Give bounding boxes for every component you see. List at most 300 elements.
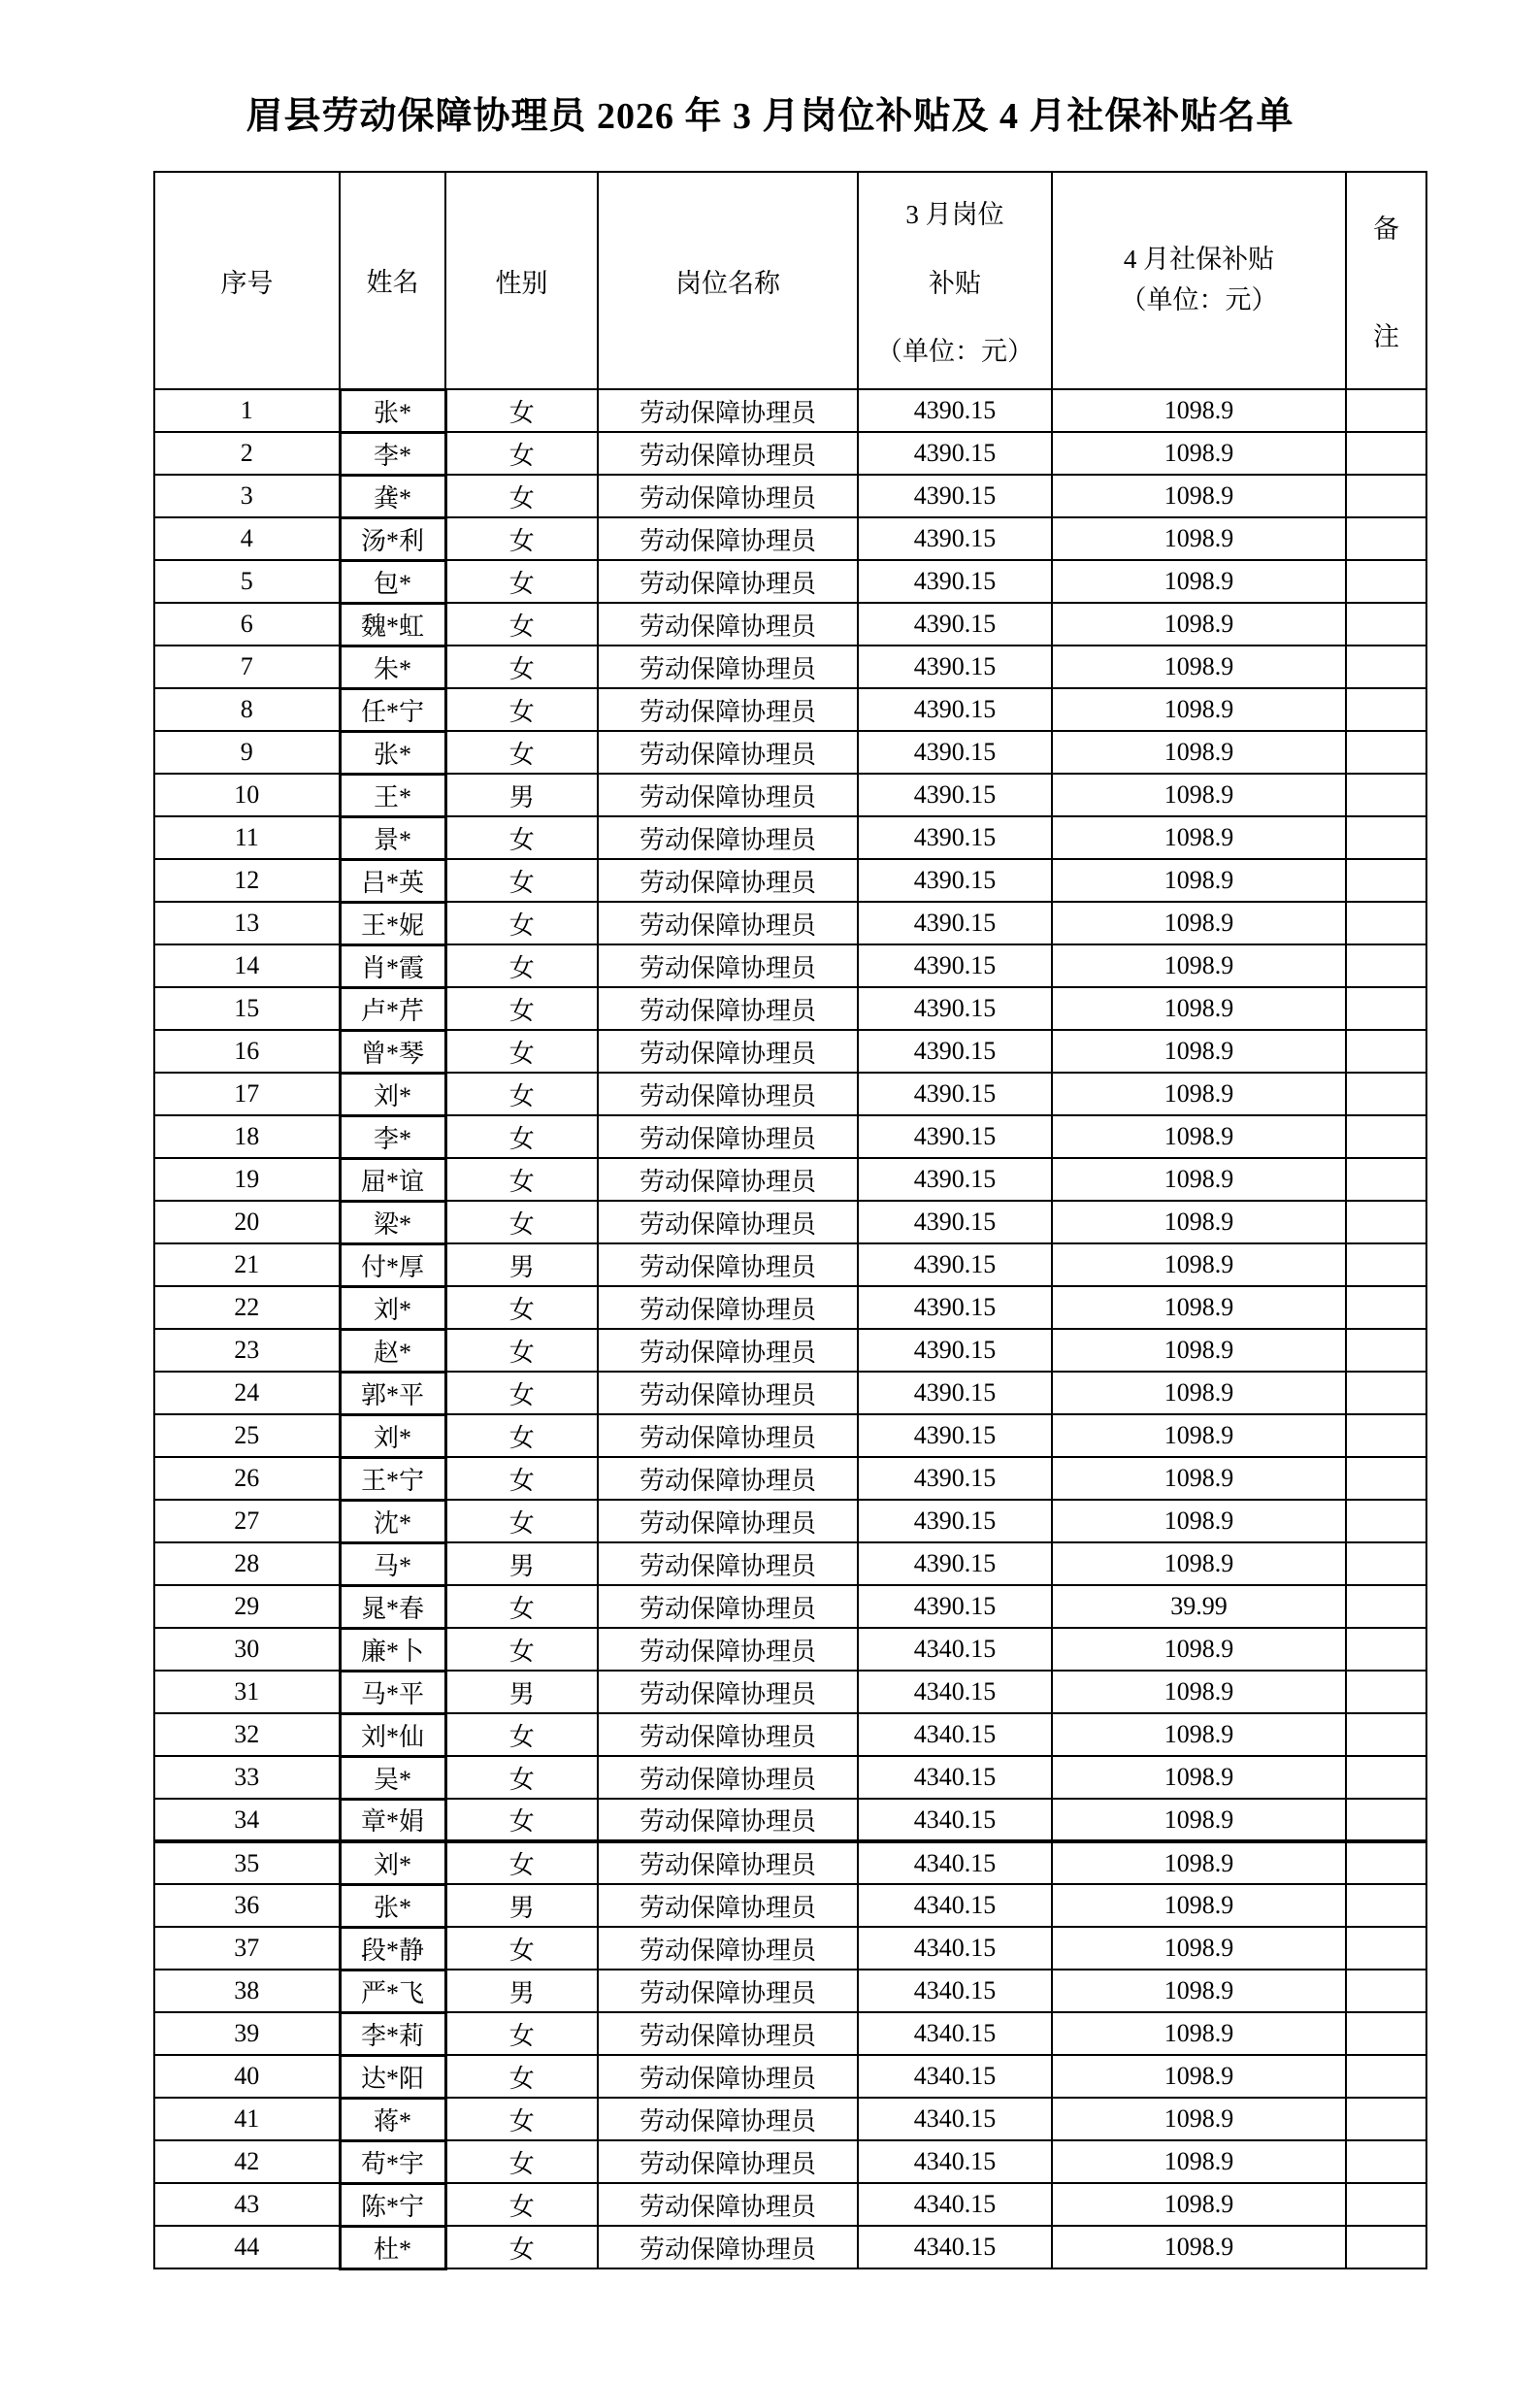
gender-cell: 女 [445, 2140, 598, 2183]
table-header [154, 172, 1426, 389]
row-index-cell: 27 [154, 1500, 340, 1542]
row-index-cell: 19 [154, 1158, 340, 1201]
name-cell: 龚* [340, 475, 445, 517]
table-row [154, 2226, 1426, 2268]
table-row [154, 2098, 1426, 2140]
gender-cell: 女 [445, 646, 598, 688]
gender-cell: 女 [445, 1457, 598, 1500]
gender-cell: 女 [445, 1500, 598, 1542]
row-index-cell: 26 [154, 1457, 340, 1500]
april-subsidy-cell: 1098.9 [1052, 1329, 1346, 1372]
gender-cell: 女 [445, 1628, 598, 1671]
name-cell: 马* [340, 1542, 445, 1585]
march-subsidy-cell: 4340.15 [858, 1713, 1052, 1756]
march-subsidy-cell: 4390.15 [858, 859, 1052, 902]
april-subsidy-cell: 1098.9 [1052, 1799, 1346, 1841]
name-cell: 吴* [340, 1756, 445, 1799]
gender-cell: 女 [445, 432, 598, 475]
gender-cell: 女 [445, 944, 598, 987]
row-index-cell: 1 [154, 389, 340, 432]
name-cell: 张* [340, 389, 445, 432]
row-index-cell: 34 [154, 1799, 340, 1841]
march-subsidy-cell: 4390.15 [858, 1201, 1052, 1243]
table-row [154, 944, 1426, 987]
row-index-cell: 38 [154, 1970, 340, 2012]
april-subsidy-cell: 1098.9 [1052, 2183, 1346, 2226]
april-subsidy-cell: 1098.9 [1052, 475, 1346, 517]
gender-cell: 男 [445, 1884, 598, 1927]
march-subsidy-cell: 4390.15 [858, 1542, 1052, 1585]
march-subsidy-cell: 4390.15 [858, 1158, 1052, 1201]
position-cell: 劳动保障协理员 [598, 1201, 858, 1243]
table-row [154, 1243, 1426, 1286]
april-subsidy-cell: 1098.9 [1052, 2226, 1346, 2268]
april-subsidy-cell: 1098.9 [1052, 1884, 1346, 1927]
gender-cell: 男 [445, 1542, 598, 1585]
march-subsidy-cell: 4340.15 [858, 1970, 1052, 2012]
march-header-line2: 补贴 [929, 268, 981, 298]
april-subsidy-cell: 1098.9 [1052, 944, 1346, 987]
position-cell: 劳动保障协理员 [598, 1073, 858, 1115]
position-cell: 劳动保障协理员 [598, 560, 858, 603]
remark-cell [1346, 944, 1426, 987]
gender-cell: 女 [445, 2012, 598, 2055]
gender-cell: 女 [445, 816, 598, 859]
march-subsidy-cell: 4390.15 [858, 902, 1052, 944]
march-subsidy-cell: 4390.15 [858, 1414, 1052, 1457]
position-cell: 劳动保障协理员 [598, 2183, 858, 2226]
gender-cell: 女 [445, 560, 598, 603]
row-index-cell: 43 [154, 2183, 340, 2226]
col-header-index-label: 序号 [220, 268, 274, 298]
row-index-cell: 39 [154, 2012, 340, 2055]
remark-cell [1346, 646, 1426, 688]
row-index-cell: 24 [154, 1372, 340, 1414]
march-subsidy-cell: 4390.15 [858, 560, 1052, 603]
position-cell: 劳动保障协理员 [598, 1500, 858, 1542]
gender-cell: 女 [445, 987, 598, 1030]
row-index-cell: 22 [154, 1286, 340, 1329]
remark-cell [1346, 432, 1426, 475]
gender-cell: 女 [445, 1073, 598, 1115]
march-subsidy-cell: 4390.15 [858, 1243, 1052, 1286]
position-cell: 劳动保障协理员 [598, 1884, 858, 1927]
march-subsidy-cell: 4340.15 [858, 1799, 1052, 1841]
march-subsidy-cell: 4340.15 [858, 1884, 1052, 1927]
march-subsidy-cell: 4390.15 [858, 1030, 1052, 1073]
row-index-cell: 41 [154, 2098, 340, 2140]
remark-cell [1346, 1286, 1426, 1329]
gender-cell: 女 [445, 1799, 598, 1841]
position-cell: 劳动保障协理员 [598, 1158, 858, 1201]
name-cell: 廉*卜 [340, 1628, 445, 1671]
position-cell: 劳动保障协理员 [598, 1713, 858, 1756]
row-index-cell: 30 [154, 1628, 340, 1671]
row-index-cell: 18 [154, 1115, 340, 1158]
gender-cell: 女 [445, 1115, 598, 1158]
march-subsidy-cell: 4390.15 [858, 1372, 1052, 1414]
march-subsidy-cell: 4390.15 [858, 987, 1052, 1030]
table-row [154, 1713, 1426, 1756]
table-row [154, 902, 1426, 944]
gender-cell: 女 [445, 731, 598, 774]
position-cell: 劳动保障协理员 [598, 1628, 858, 1671]
row-index-cell: 17 [154, 1073, 340, 1115]
remark-cell [1346, 1542, 1426, 1585]
table-row [154, 517, 1426, 560]
name-cell: 王*宁 [340, 1457, 445, 1500]
march-subsidy-cell: 4390.15 [858, 603, 1052, 646]
april-subsidy-cell: 1098.9 [1052, 2098, 1346, 2140]
march-subsidy-cell: 4340.15 [858, 2183, 1052, 2226]
remark-cell [1346, 1628, 1426, 1671]
position-cell: 劳动保障协理员 [598, 646, 858, 688]
table-row [154, 1372, 1426, 1414]
april-subsidy-cell: 1098.9 [1052, 517, 1346, 560]
name-cell: 赵* [340, 1329, 445, 1372]
name-cell: 任*宁 [340, 688, 445, 731]
april-subsidy-cell: 1098.9 [1052, 1457, 1346, 1500]
table-row [154, 2012, 1426, 2055]
col-header-april-subsidy [1052, 172, 1346, 389]
april-subsidy-cell: 1098.9 [1052, 987, 1346, 1030]
col-header-position-label: 岗位名称 [675, 268, 780, 298]
position-cell: 劳动保障协理员 [598, 1286, 858, 1329]
col-header-remark [1346, 172, 1426, 389]
remark-cell [1346, 1799, 1426, 1841]
april-subsidy-cell: 1098.9 [1052, 2055, 1346, 2098]
gender-cell: 女 [445, 1372, 598, 1414]
april-subsidy-cell: 1098.9 [1052, 1115, 1346, 1158]
april-subsidy-cell: 1098.9 [1052, 603, 1346, 646]
march-subsidy-cell: 4390.15 [858, 1500, 1052, 1542]
table-row [154, 1030, 1426, 1073]
april-subsidy-cell: 1098.9 [1052, 688, 1346, 731]
gender-cell: 女 [445, 1927, 598, 1970]
row-index-cell: 4 [154, 517, 340, 560]
name-cell: 苟*宇 [340, 2140, 445, 2183]
position-cell: 劳动保障协理员 [598, 1799, 858, 1841]
remark-cell [1346, 2140, 1426, 2183]
position-cell: 劳动保障协理员 [598, 1756, 858, 1799]
remark-cell [1346, 816, 1426, 859]
table-body [154, 389, 1426, 2268]
remark-cell [1346, 1713, 1426, 1756]
gender-cell: 女 [445, 1713, 598, 1756]
row-index-cell: 6 [154, 603, 340, 646]
march-subsidy-cell: 4340.15 [858, 2098, 1052, 2140]
table-row [154, 1628, 1426, 1671]
name-cell: 沈* [340, 1500, 445, 1542]
name-cell: 曾*琴 [340, 1030, 445, 1073]
april-subsidy-cell: 1098.9 [1052, 1372, 1346, 1414]
march-subsidy-cell: 4390.15 [858, 1585, 1052, 1628]
name-cell: 付*厚 [340, 1243, 445, 1286]
position-cell: 劳动保障协理员 [598, 1329, 858, 1372]
march-subsidy-cell: 4390.15 [858, 731, 1052, 774]
gender-cell: 女 [445, 1030, 598, 1073]
gender-cell: 女 [445, 688, 598, 731]
name-cell: 马*平 [340, 1671, 445, 1713]
gender-cell: 女 [445, 1286, 598, 1329]
position-cell: 劳动保障协理员 [598, 1585, 858, 1628]
gender-cell: 女 [445, 389, 598, 432]
table-row [154, 2183, 1426, 2226]
table-row [154, 1457, 1426, 1500]
position-cell: 劳动保障协理员 [598, 987, 858, 1030]
remark-cell [1346, 2055, 1426, 2098]
march-subsidy-cell: 4390.15 [858, 432, 1052, 475]
row-index-cell: 3 [154, 475, 340, 517]
table-row [154, 1884, 1426, 1927]
remark-cell [1346, 1414, 1426, 1457]
march-subsidy-cell: 4340.15 [858, 1841, 1052, 1884]
remark-cell [1346, 1329, 1426, 1372]
april-header-line1: 4 月社保补贴 [1123, 245, 1275, 275]
table-row [154, 1799, 1426, 1841]
march-subsidy-cell: 4390.15 [858, 389, 1052, 432]
march-subsidy-cell: 4340.15 [858, 2226, 1052, 2268]
table-row [154, 475, 1426, 517]
row-index-cell: 12 [154, 859, 340, 902]
april-subsidy-cell: 39.99 [1052, 1585, 1346, 1628]
col-header-march-subsidy [858, 172, 1052, 389]
col-header-index [154, 172, 340, 389]
position-cell: 劳动保障协理员 [598, 1414, 858, 1457]
name-cell: 张* [340, 731, 445, 774]
gender-cell: 女 [445, 1841, 598, 1884]
table-row [154, 859, 1426, 902]
name-cell: 朱* [340, 646, 445, 688]
name-cell: 吕*英 [340, 859, 445, 902]
position-cell: 劳动保障协理员 [598, 816, 858, 859]
remark-cell [1346, 389, 1426, 432]
position-cell: 劳动保障协理员 [598, 2140, 858, 2183]
name-cell: 包* [340, 560, 445, 603]
remark-cell [1346, 1841, 1426, 1884]
row-index-cell: 37 [154, 1927, 340, 1970]
name-cell: 汤*利 [340, 517, 445, 560]
gender-cell: 女 [445, 1329, 598, 1372]
april-subsidy-cell: 1098.9 [1052, 1671, 1346, 1713]
position-cell: 劳动保障协理员 [598, 1243, 858, 1286]
row-index-cell: 32 [154, 1713, 340, 1756]
march-subsidy-cell: 4390.15 [858, 1115, 1052, 1158]
remark-cell [1346, 2098, 1426, 2140]
remark-cell [1346, 1115, 1426, 1158]
position-cell: 劳动保障协理员 [598, 1970, 858, 2012]
row-index-cell: 11 [154, 816, 340, 859]
april-subsidy-cell: 1098.9 [1052, 731, 1346, 774]
gender-cell: 女 [445, 1756, 598, 1799]
gender-cell: 女 [445, 517, 598, 560]
subsidy-table [153, 171, 1427, 2270]
march-subsidy-cell: 4390.15 [858, 517, 1052, 560]
april-subsidy-cell: 1098.9 [1052, 646, 1346, 688]
name-cell: 严*飞 [340, 1970, 445, 2012]
april-subsidy-cell: 1098.9 [1052, 2140, 1346, 2183]
col-header-gender-label: 性别 [495, 268, 548, 298]
row-index-cell: 8 [154, 688, 340, 731]
row-index-cell: 23 [154, 1329, 340, 1372]
remark-cell [1346, 688, 1426, 731]
table-row [154, 1073, 1426, 1115]
gender-cell: 女 [445, 1201, 598, 1243]
march-subsidy-cell: 4340.15 [858, 2012, 1052, 2055]
remark-cell [1346, 731, 1426, 774]
remark-cell [1346, 1884, 1426, 1927]
table-row [154, 1841, 1426, 1884]
april-subsidy-cell: 1098.9 [1052, 1542, 1346, 1585]
april-subsidy-cell: 1098.9 [1052, 902, 1346, 944]
position-cell: 劳动保障协理员 [598, 902, 858, 944]
table-row [154, 1329, 1426, 1372]
march-subsidy-cell: 4390.15 [858, 944, 1052, 987]
march-subsidy-cell: 4390.15 [858, 1457, 1052, 1500]
position-cell: 劳动保障协理员 [598, 2012, 858, 2055]
position-cell: 劳动保障协理员 [598, 1841, 858, 1884]
remark-cell [1346, 1585, 1426, 1628]
gender-cell: 男 [445, 774, 598, 816]
gender-cell: 女 [445, 902, 598, 944]
march-subsidy-cell: 4390.15 [858, 1073, 1052, 1115]
april-subsidy-cell: 1098.9 [1052, 859, 1346, 902]
table-row [154, 1542, 1426, 1585]
position-cell: 劳动保障协理员 [598, 517, 858, 560]
row-index-cell: 29 [154, 1585, 340, 1628]
april-subsidy-cell: 1098.9 [1052, 1158, 1346, 1201]
table-row [154, 1500, 1426, 1542]
row-index-cell: 44 [154, 2226, 340, 2268]
april-subsidy-cell: 1098.9 [1052, 1243, 1346, 1286]
remark-cell [1346, 2183, 1426, 2226]
position-cell: 劳动保障协理员 [598, 603, 858, 646]
position-cell: 劳动保障协理员 [598, 2226, 858, 2268]
remark-cell [1346, 987, 1426, 1030]
position-cell: 劳动保障协理员 [598, 2055, 858, 2098]
remark-cell [1346, 1756, 1426, 1799]
table-row [154, 1158, 1426, 1201]
name-cell: 王*妮 [340, 902, 445, 944]
position-cell: 劳动保障协理员 [598, 1542, 858, 1585]
table-row [154, 603, 1426, 646]
name-cell: 李* [340, 1115, 445, 1158]
april-subsidy-cell: 1098.9 [1052, 1201, 1346, 1243]
col-header-name [340, 172, 445, 389]
row-index-cell: 5 [154, 560, 340, 603]
row-index-cell: 15 [154, 987, 340, 1030]
march-subsidy-cell: 4390.15 [858, 774, 1052, 816]
row-index-cell: 40 [154, 2055, 340, 2098]
april-subsidy-cell: 1098.9 [1052, 432, 1346, 475]
name-cell: 郭*平 [340, 1372, 445, 1414]
table-row [154, 1286, 1426, 1329]
table-row [154, 1585, 1426, 1628]
remark-cell [1346, 603, 1426, 646]
table-row [154, 731, 1426, 774]
table-row [154, 560, 1426, 603]
position-cell: 劳动保障协理员 [598, 1372, 858, 1414]
remark-cell [1346, 902, 1426, 944]
march-subsidy-cell: 4340.15 [858, 2055, 1052, 2098]
remark-cell [1346, 859, 1426, 902]
row-index-cell: 28 [154, 1542, 340, 1585]
name-cell: 晁*春 [340, 1585, 445, 1628]
march-subsidy-cell: 4390.15 [858, 688, 1052, 731]
position-cell: 劳动保障协理员 [598, 1927, 858, 1970]
gender-cell: 女 [445, 859, 598, 902]
name-cell: 王* [340, 774, 445, 816]
name-cell: 刘*仙 [340, 1713, 445, 1756]
gender-cell: 女 [445, 1414, 598, 1457]
march-subsidy-cell: 4390.15 [858, 1286, 1052, 1329]
remark-cell [1346, 1671, 1426, 1713]
table-row [154, 1414, 1426, 1457]
table-row [154, 688, 1426, 731]
row-index-cell: 33 [154, 1756, 340, 1799]
march-subsidy-cell: 4340.15 [858, 1671, 1052, 1713]
remark-cell [1346, 1201, 1426, 1243]
march-subsidy-cell: 4390.15 [858, 646, 1052, 688]
april-subsidy-cell: 1098.9 [1052, 1628, 1346, 1671]
gender-cell: 男 [445, 1243, 598, 1286]
march-header-line1: 3 月岗位 [905, 200, 1004, 229]
april-subsidy-cell: 1098.9 [1052, 1970, 1346, 2012]
row-index-cell: 21 [154, 1243, 340, 1286]
header-row [154, 172, 1426, 389]
row-index-cell: 35 [154, 1841, 340, 1884]
april-subsidy-cell: 1098.9 [1052, 2012, 1346, 2055]
april-subsidy-cell: 1098.9 [1052, 560, 1346, 603]
gender-cell: 女 [445, 2055, 598, 2098]
name-cell: 李*莉 [340, 2012, 445, 2055]
gender-cell: 女 [445, 2226, 598, 2268]
april-subsidy-cell: 1098.9 [1052, 1414, 1346, 1457]
april-subsidy-cell: 1098.9 [1052, 1713, 1346, 1756]
april-subsidy-cell: 1098.9 [1052, 389, 1346, 432]
name-cell: 达*阳 [340, 2055, 445, 2098]
remark-cell [1346, 517, 1426, 560]
name-cell: 李* [340, 432, 445, 475]
row-index-cell: 25 [154, 1414, 340, 1457]
name-cell: 杜* [340, 2226, 445, 2268]
position-cell: 劳动保障协理员 [598, 688, 858, 731]
gender-cell: 女 [445, 603, 598, 646]
april-header-unit: （单位：元） [1120, 285, 1278, 315]
name-cell: 刘* [340, 1286, 445, 1329]
remark-cell [1346, 1457, 1426, 1500]
april-subsidy-cell: 1098.9 [1052, 1030, 1346, 1073]
col-header-position [598, 172, 858, 389]
name-cell: 陈*宁 [340, 2183, 445, 2226]
name-cell: 章*娟 [340, 1799, 445, 1841]
row-index-cell: 9 [154, 731, 340, 774]
gender-cell: 女 [445, 2183, 598, 2226]
april-subsidy-cell: 1098.9 [1052, 774, 1346, 816]
march-subsidy-cell: 4340.15 [858, 2140, 1052, 2183]
march-subsidy-cell: 4340.15 [858, 1927, 1052, 1970]
row-index-cell: 7 [154, 646, 340, 688]
page-title: 眉县劳动保障协理员 2026 年 3 月岗位补贴及 4 月社保补贴名单 [246, 96, 1294, 137]
position-cell: 劳动保障协理员 [598, 731, 858, 774]
remark-cell [1346, 1970, 1426, 2012]
table-row [154, 1756, 1426, 1799]
row-index-cell: 20 [154, 1201, 340, 1243]
table-row [154, 1927, 1426, 1970]
remark-cell [1346, 1158, 1426, 1201]
remark-header-line2: 注 [1373, 322, 1399, 351]
april-subsidy-cell: 1098.9 [1052, 1756, 1346, 1799]
